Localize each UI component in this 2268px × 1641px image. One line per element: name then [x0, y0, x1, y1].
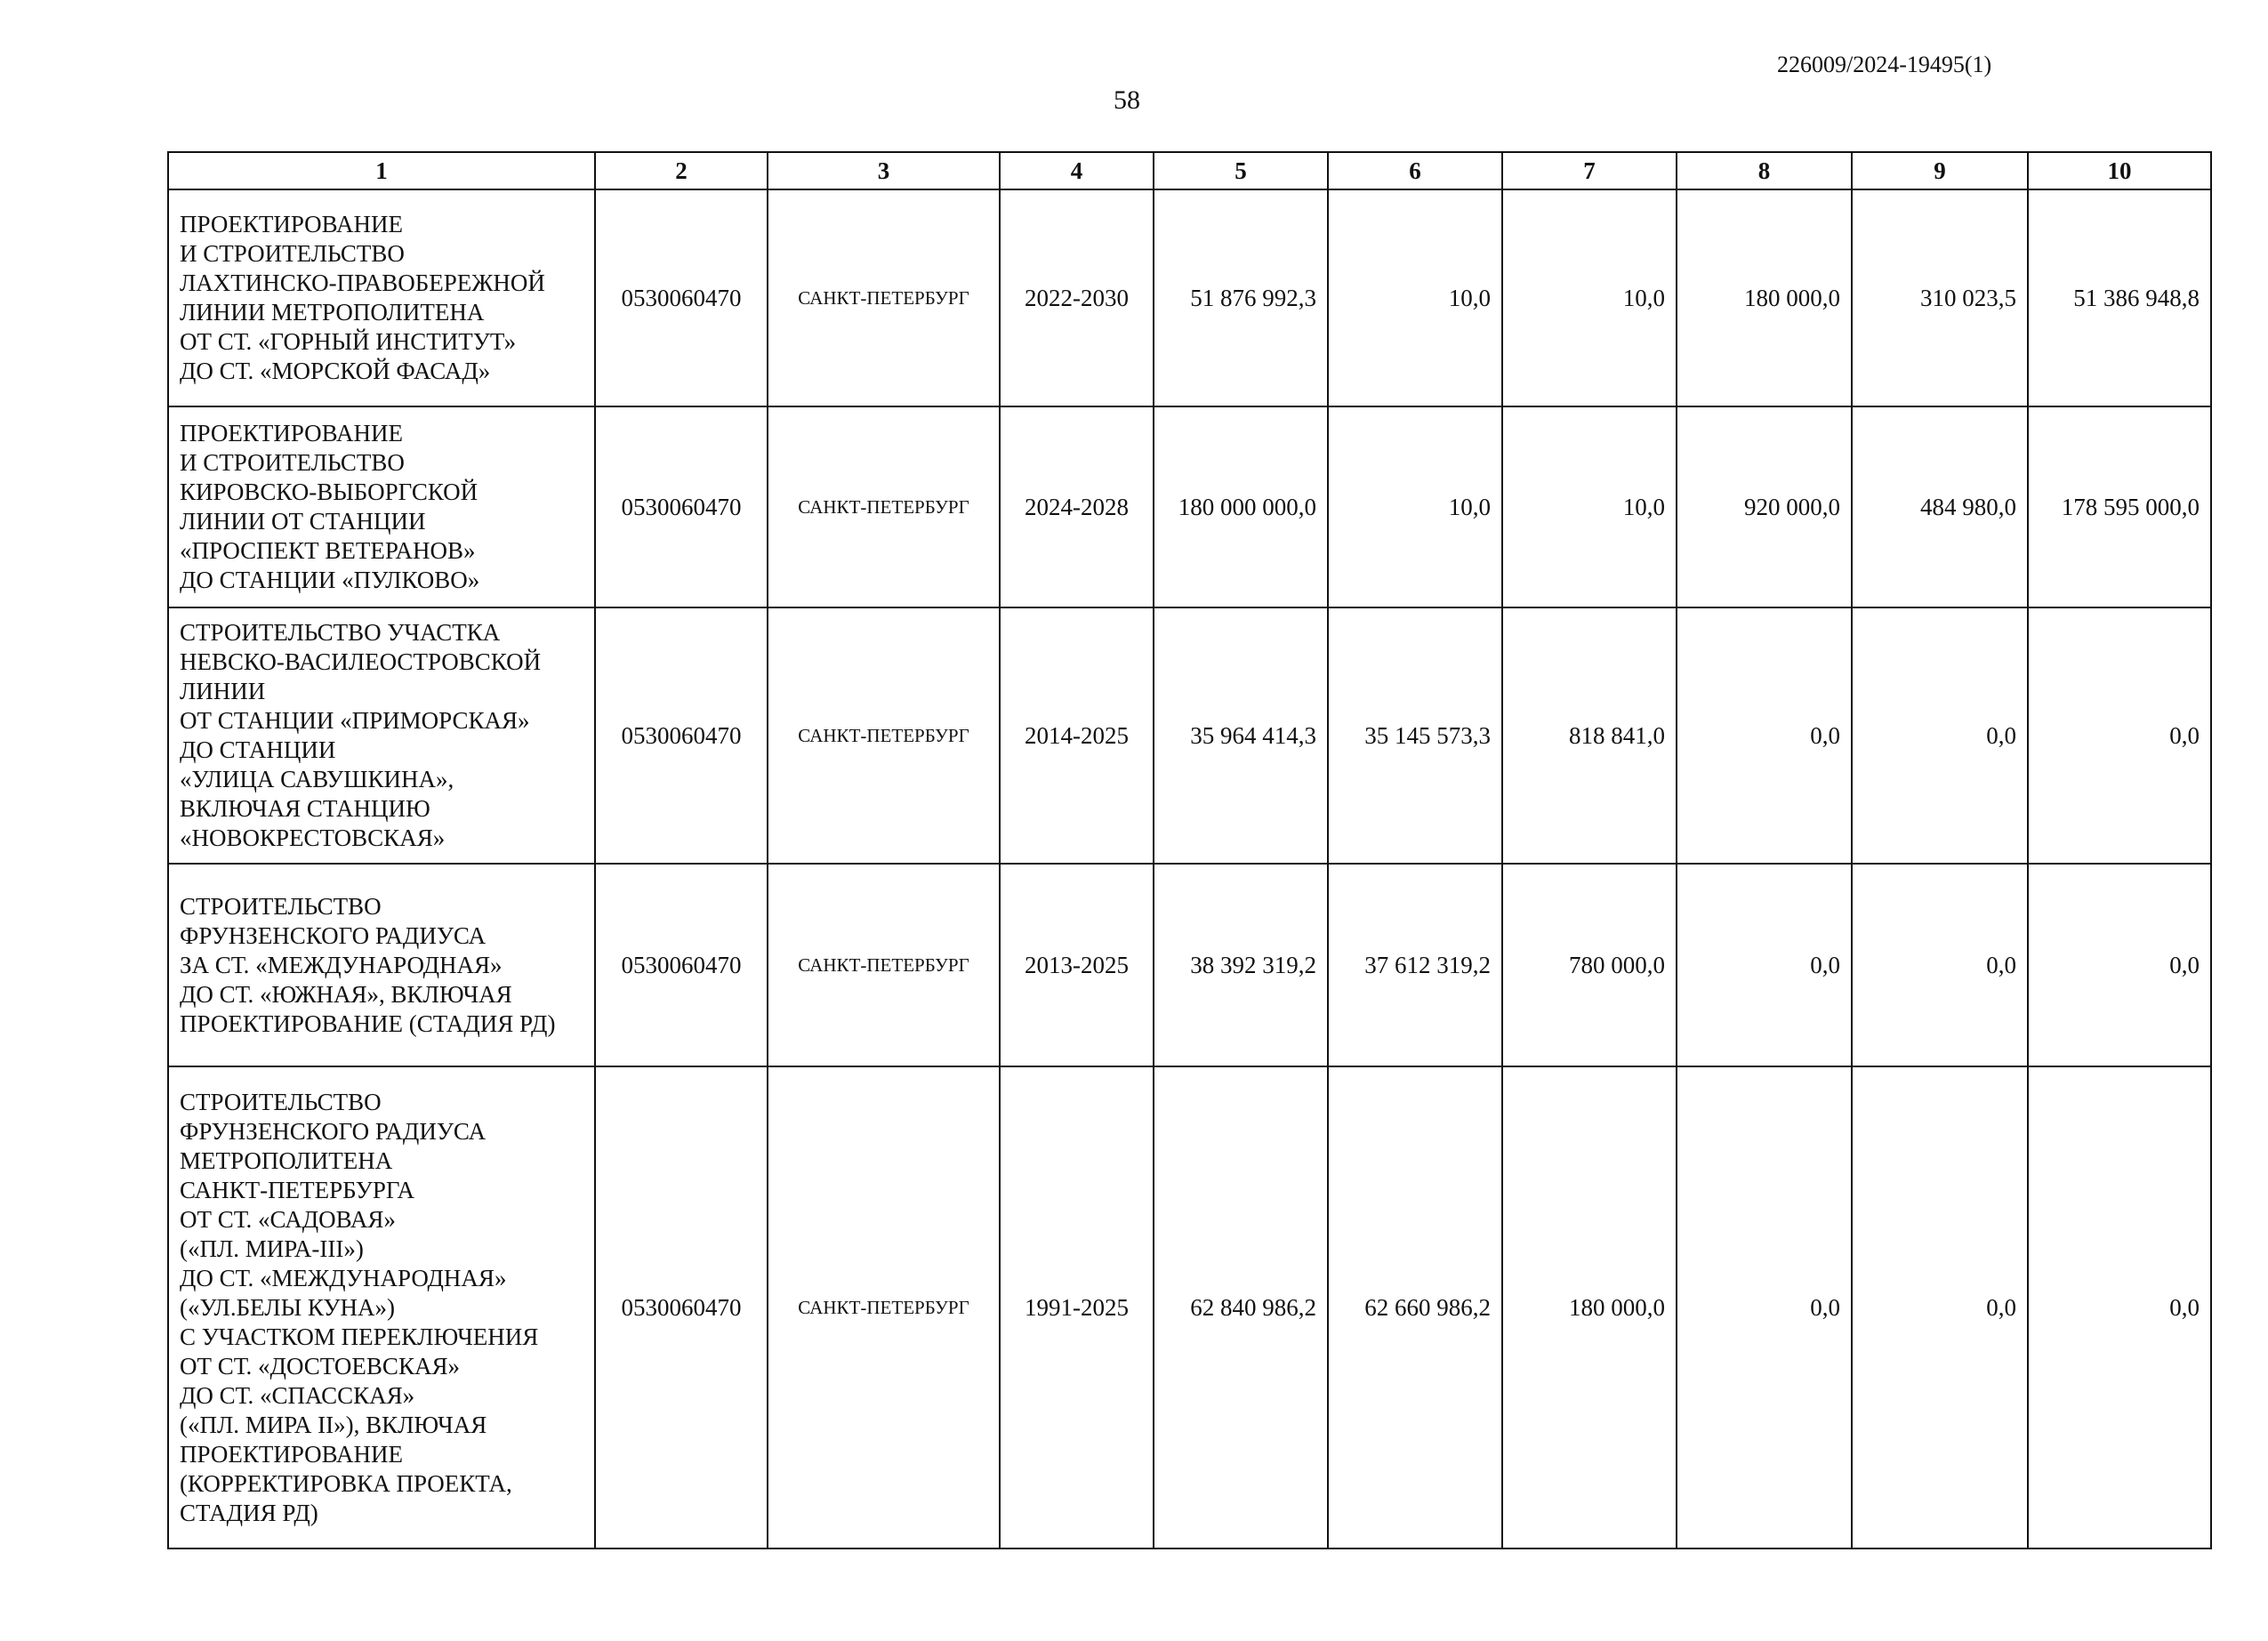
table-row [168, 189, 2211, 406]
funding-table [167, 151, 2212, 1549]
column-header: 9 [1852, 152, 2028, 189]
object-name-line: ДО СТ. «СПАССКАЯ» [180, 1381, 415, 1409]
object-name-line: «НОВОКРЕСТОВСКАЯ» [180, 825, 446, 851]
col7-cell: 780 000,0 [1502, 864, 1677, 1066]
period-cell: 2022-2030 [1000, 189, 1154, 406]
object-name-line: ОТ СТ. «ГОРНЫЙ ИНСТИТУТ» [180, 328, 517, 355]
region-cell: САНКТ-ПЕТЕРБУРГ [768, 406, 1000, 607]
period-cell: 2024-2028 [1000, 406, 1154, 607]
col6-cell: 62 660 986,2 [1328, 1066, 1502, 1548]
object-name-line: ПРОЕКТИРОВАНИЕ [180, 211, 403, 237]
column-header: 2 [595, 152, 768, 189]
object-name-line: ПРОЕКТИРОВАНИЕ [180, 420, 403, 446]
object-name-line: ПРОЕКТИРОВАНИЕ [180, 1440, 403, 1468]
period-cell: 1991-2025 [1000, 1066, 1154, 1548]
object-name-line: СТАДИЯ РД) [180, 1499, 318, 1526]
object-name-line: ВКЛЮЧАЯ СТАНЦИЮ [180, 795, 430, 822]
object-name-line: ДО СТАНЦИИ [180, 736, 336, 763]
col8-cell: 0,0 [1677, 1066, 1852, 1548]
col10-cell: 178 595 000,0 [2028, 406, 2211, 607]
object-name-line: И СТРОИТЕЛЬСТВО [180, 449, 405, 476]
col6-cell: 37 612 319,2 [1328, 864, 1502, 1066]
col6-cell: 10,0 [1328, 189, 1502, 406]
object-name-line: ОТ СТАНЦИИ «ПРИМОРСКАЯ» [180, 707, 530, 734]
col9-cell: 484 980,0 [1852, 406, 2028, 607]
page-number: 58 [1114, 85, 1140, 115]
code-cell: 0530060470 [595, 406, 768, 607]
column-header: 7 [1502, 152, 1677, 189]
code-cell: 0530060470 [595, 189, 768, 406]
object-name-line: КИРОВСКО-ВЫБОРГСКОЙ [180, 479, 479, 505]
object-name-line: («ПЛ. МИРА II»), ВКЛЮЧАЯ [180, 1411, 487, 1438]
col7-cell: 10,0 [1502, 406, 1677, 607]
object-name-line: («ПЛ. МИРА-III») [180, 1235, 364, 1262]
object-name-cell [168, 1066, 595, 1548]
object-name-cell [168, 189, 595, 406]
col8-cell: 0,0 [1677, 607, 1852, 864]
object-name-line: СТРОИТЕЛЬСТВО [180, 892, 382, 920]
region-cell: САНКТ-ПЕТЕРБУРГ [768, 607, 1000, 864]
column-header: 1 [168, 152, 595, 189]
object-name-line: САНКТ-ПЕТЕРБУРГА [180, 1176, 415, 1203]
object-name-line: ЛИНИИ ОТ СТАНЦИИ [180, 508, 426, 535]
object-name-line: С УЧАСТКОМ ПЕРЕКЛЮЧЕНИЯ [180, 1323, 539, 1350]
col9-cell: 310 023,5 [1852, 189, 2028, 406]
column-header: 6 [1328, 152, 1502, 189]
code-cell: 0530060470 [595, 864, 768, 1066]
column-header: 4 [1000, 152, 1154, 189]
object-name-cell [168, 406, 595, 607]
table-row [168, 607, 2211, 864]
object-name-line: ПРОЕКТИРОВАНИЕ (СТАДИЯ РД) [180, 1010, 556, 1037]
object-name-line: ДО СТ. «МОРСКОЙ ФАСАД» [180, 358, 491, 384]
object-name-line: («УЛ.БЕЛЫ КУНА») [180, 1293, 395, 1321]
col9-cell: 0,0 [1852, 1066, 2028, 1548]
object-name-line: ЗА СТ. «МЕЖДУНАРОДНАЯ» [180, 951, 503, 978]
col10-cell: 0,0 [2028, 864, 2211, 1066]
object-name-line: ФРУНЗЕНСКОГО РАДИУСА [180, 1117, 487, 1145]
col5-cell: 62 840 986,2 [1154, 1066, 1328, 1548]
region-cell: САНКТ-ПЕТЕРБУРГ [768, 1066, 1000, 1548]
object-name-line: ДО СТ. «МЕЖДУНАРОДНАЯ» [180, 1264, 507, 1291]
object-name-line: ДО СТАНЦИИ «ПУЛКОВО» [180, 567, 480, 593]
code-cell: 0530060470 [595, 1066, 768, 1548]
document-number: 226009/2024-19495(1) [1777, 52, 1992, 77]
object-name-line: (КОРРЕКТИРОВКА ПРОЕКТА, [180, 1469, 512, 1497]
region-cell: САНКТ-ПЕТЕРБУРГ [768, 189, 1000, 406]
column-header: 10 [2028, 152, 2211, 189]
col5-cell: 51 876 992,3 [1154, 189, 1328, 406]
object-name-cell [168, 864, 595, 1066]
column-header: 3 [768, 152, 1000, 189]
col8-cell: 180 000,0 [1677, 189, 1852, 406]
object-name-line: ОТ СТ. «САДОВАЯ» [180, 1205, 396, 1233]
object-name-line: ЛАХТИНСКО-ПРАВОБЕРЕЖНОЙ [180, 269, 545, 296]
region-cell: САНКТ-ПЕТЕРБУРГ [768, 864, 1000, 1066]
period-cell: 2013-2025 [1000, 864, 1154, 1066]
col6-cell: 10,0 [1328, 406, 1502, 607]
code-cell: 0530060470 [595, 607, 768, 864]
period-cell: 2014-2025 [1000, 607, 1154, 864]
object-name-line: НЕВСКО-ВАСИЛЕОСТРОВСКОЙ [180, 648, 542, 675]
table-row [168, 406, 2211, 607]
col10-cell: 51 386 948,8 [2028, 189, 2211, 406]
object-name-line: ЛИНИИ МЕТРОПОЛИТЕНА [180, 299, 485, 326]
table-row [168, 1066, 2211, 1548]
object-name-line: И СТРОИТЕЛЬСТВО [180, 240, 405, 267]
col5-cell: 38 392 319,2 [1154, 864, 1328, 1066]
object-name-line: «ПРОСПЕКТ ВЕТЕРАНОВ» [180, 537, 476, 564]
col7-cell: 818 841,0 [1502, 607, 1677, 864]
object-name-line: ЛИНИИ [180, 678, 266, 704]
col8-cell: 0,0 [1677, 864, 1852, 1066]
object-name-line: «УЛИЦА САВУШКИНА», [180, 766, 454, 792]
column-header: 5 [1154, 152, 1328, 189]
col9-cell: 0,0 [1852, 864, 2028, 1066]
col10-cell: 0,0 [2028, 1066, 2211, 1548]
object-name-cell [168, 607, 595, 864]
object-name-line: СТРОИТЕЛЬСТВО УЧАСТКА [180, 619, 501, 646]
col9-cell: 0,0 [1852, 607, 2028, 864]
col6-cell: 35 145 573,3 [1328, 607, 1502, 864]
object-name-line: СТРОИТЕЛЬСТВО [180, 1088, 382, 1115]
col10-cell: 0,0 [2028, 607, 2211, 864]
col8-cell: 920 000,0 [1677, 406, 1852, 607]
col5-cell: 180 000 000,0 [1154, 406, 1328, 607]
object-name-line: ДО СТ. «ЮЖНАЯ», ВКЛЮЧАЯ [180, 980, 512, 1008]
object-name-line: ОТ СТ. «ДОСТОЕВСКАЯ» [180, 1352, 460, 1380]
table-row [168, 864, 2211, 1066]
col7-cell: 10,0 [1502, 189, 1677, 406]
column-header: 8 [1677, 152, 1852, 189]
col7-cell: 180 000,0 [1502, 1066, 1677, 1548]
object-name-line: МЕТРОПОЛИТЕНА [180, 1146, 393, 1174]
col5-cell: 35 964 414,3 [1154, 607, 1328, 864]
object-name-line: ФРУНЗЕНСКОГО РАДИУСА [180, 921, 487, 949]
header-row [168, 152, 2211, 189]
